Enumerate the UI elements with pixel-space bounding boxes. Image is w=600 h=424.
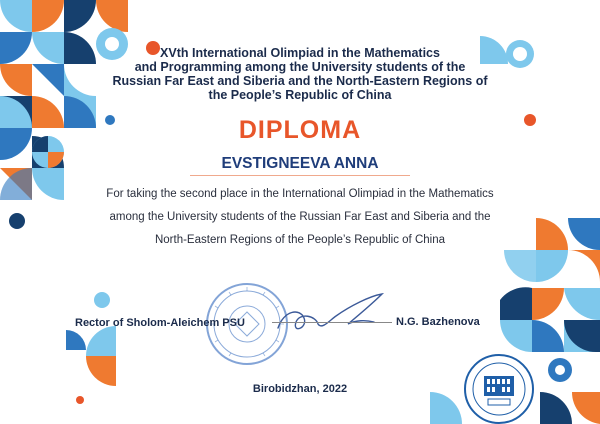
name-underline (190, 175, 410, 176)
title-line: and Programming among the University students of the (134, 60, 466, 74)
signature-line (272, 322, 392, 323)
rector-title: Rector of Sholom-Aleichem PSU (75, 317, 245, 329)
award-description (0, 183, 600, 252)
title-line: the People’s Republic of China (208, 88, 392, 102)
description-line: North-Eastern Regions of the People’s Republic of China (154, 234, 445, 246)
title-line: Russian Far East and Siberia and the North-Eastern Regions of (112, 74, 488, 88)
description-line: among the University students of the Russian Far East and Siberia and the (109, 211, 491, 223)
olympiad-title (0, 46, 600, 102)
handwritten-signature-icon (270, 290, 390, 340)
description-line: For taking the second place in the International Olimpiad in the Mathematics (106, 188, 494, 200)
signatory-name: N.G. Bazhenova (396, 316, 480, 328)
place-and-date: Birobidzhan, 2022 (252, 383, 348, 395)
diploma-heading: DIPLOMA (238, 116, 362, 144)
university-logo-icon (464, 354, 534, 424)
title-line: XVth International Olimpiad in the Mathematics (160, 46, 440, 60)
recipient-name: EVSTIGNEEVA ANNA (221, 155, 379, 172)
